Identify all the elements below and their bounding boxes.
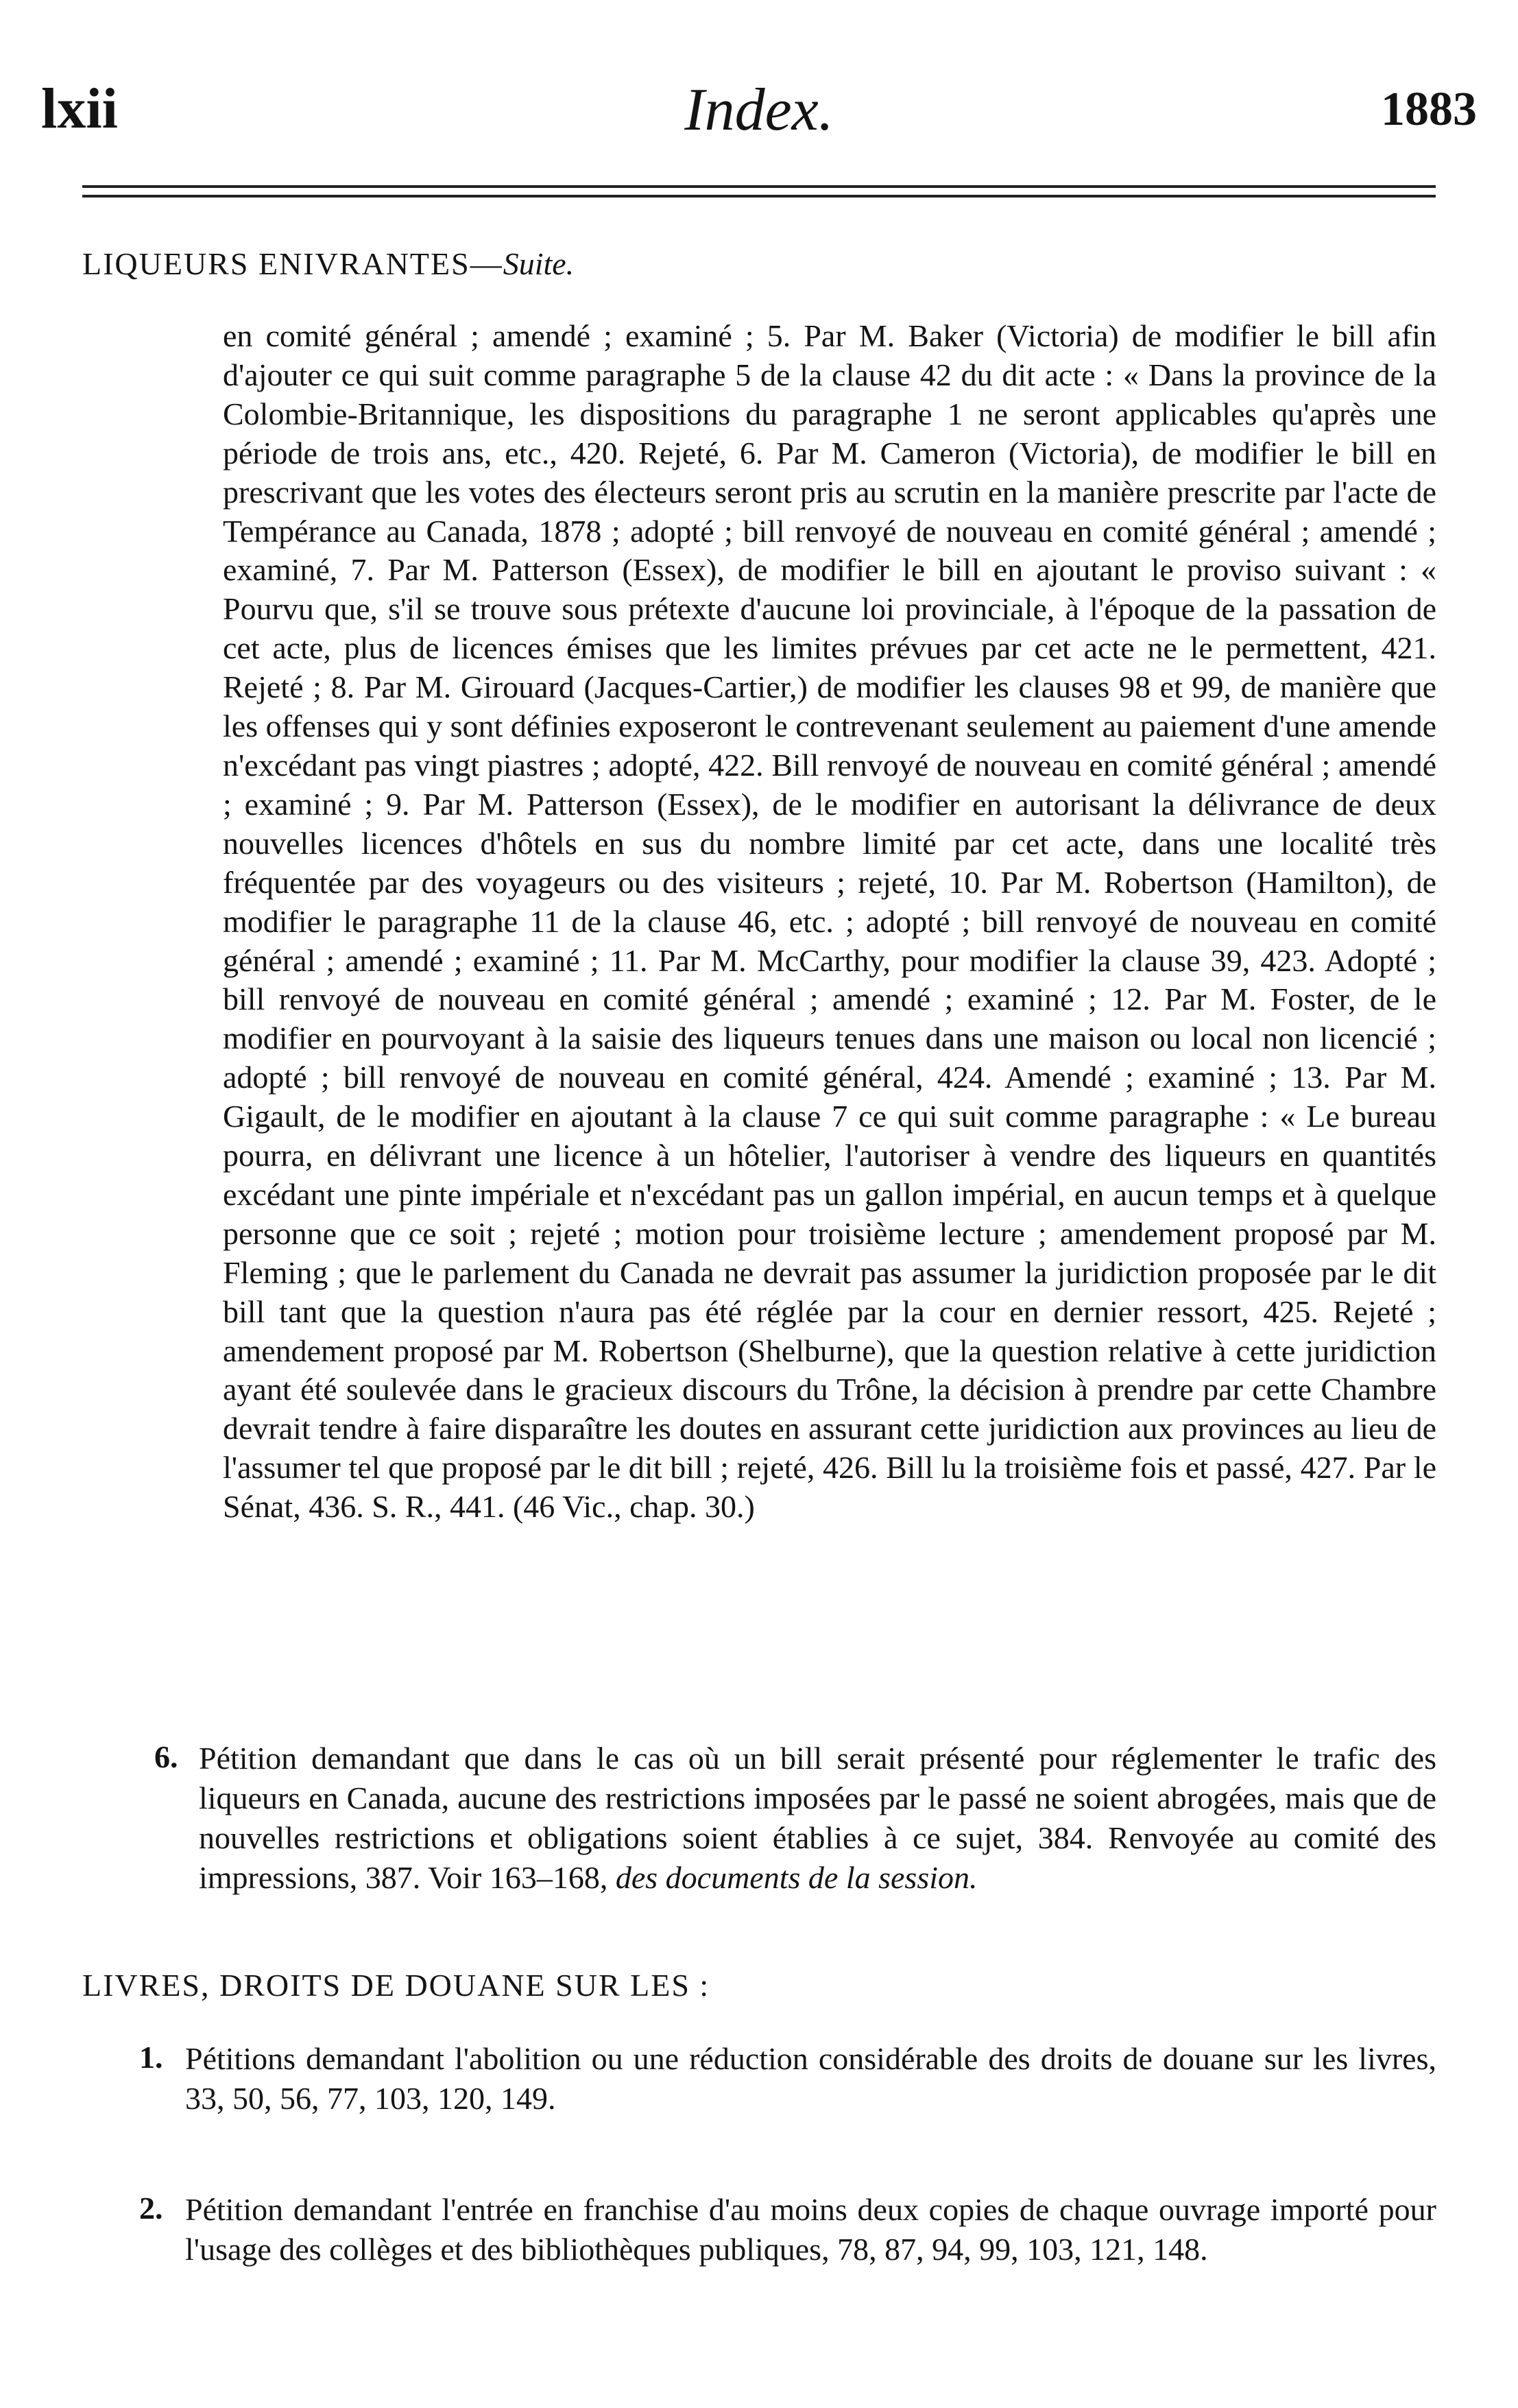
page-number: lxii — [41, 77, 119, 141]
section-heading-livres — [82, 1967, 710, 2003]
header-double-rule — [82, 185, 1436, 204]
list-item-petition-6 — [199, 1739, 1436, 1898]
item-number: 1. — [139, 2040, 163, 2075]
item-text: Pétition demandant que dans le cas où un bill serait présenté pour réglementer le trafic des liqueurs en Canada, aucune des restrictions imposées par le passé ne soient abrogées, mais que de nouvelles restrictions et obligations soient établies à ce sujet, 384. Renvoyée au comité des impressions, 387. Voir 163–168, — [199, 1741, 1436, 1895]
list-item-petition-1: Pétitions demandant l'abolition ou une réduction considérable des droits de douane sur les livres, 33, 50, 56, 77, 103, 120, 149. — [185, 2041, 1436, 2116]
heading-text: LIQUEURS ENIVRANTES— — [82, 246, 503, 281]
rule-top — [82, 185, 1436, 188]
section-heading-liqueurs — [82, 246, 574, 282]
heading-suffix: Suite. — [503, 246, 575, 281]
item-number: 6. — [154, 1739, 178, 1774]
rule-bottom — [82, 195, 1436, 198]
heading-text: LIVRES, DROITS DE DOUANE SUR LES : — [82, 1968, 710, 2003]
page-header — [41, 75, 1477, 151]
page-title: Index. — [684, 77, 834, 143]
item-number: 2. — [139, 2191, 163, 2226]
page-year: 1883 — [1381, 83, 1477, 136]
item-italic-suffix: des documents de la session. — [615, 1860, 978, 1895]
list-item-petition-2: Pétition demandant l'entrée en franchise d'au moins deux copies de chaque ouvrage importé pour l'usage des collèges et des bibliothèques publiques, 78, 87, 94, 99, 103, 121, 148. — [185, 2192, 1436, 2267]
continuation-paragraph: en comité général ; amendé ; examiné ; 5. Par M. Baker (Victoria) de modifier le bill afin d'ajouter ce qui suit comme paragraphe 5 de la clause 42 du dit acte : « Dans la province de la Colombie-Britannique, les dispositions du paragraphe 1 ne seront applicables qu'après une période de trois ans, etc., 420. Rejeté, 6. Par M. Cameron (Victoria), de modifier le bill en prescrivant que les votes des électeurs seront pris au scrutin en la manière prescrite par l'acte de Tempérance au Canada, 1878 ; adopté ; bill renvoyé de nouveau en comité général ; amendé ; examiné, 7. Par M. Patterson (Essex), de modifier le bill en ajoutant le proviso suivant : « Pourvu que, s'il se trouve sous prétexte d'aucune loi provinciale, à l'époque de la passation de cet acte, plus de licences émises que les limites prévues par cet acte ne le permettent, 421. Rejeté ; 8. Par M. Girouard (Jacques-Cartier,) de modifier les clauses 98 et 99, de manière que les offenses qui y sont définies exposeront le contrevenant seulement au paiement d'une amende n'excédant pas vingt piastres ; adopté, 422. Bill renvoyé de nouveau en comité général ; amendé ; examiné ; 9. Par M. Patterson (Essex), de le modifier en autorisant la délivrance de deux nouvelles licences d'hôtels en sus du nombre limité par cet acte, dans une localité très fréquentée par des voyageurs ou des visiteurs ; rejeté, 10. Par M. Robertson (Hamilton), de modifier le paragraphe 11 de la clause 46, etc. ; adopté ; bill renvoyé de nouveau en comité général ; amendé ; examiné ; 11. Par M. McCarthy, pour modifier la clause 39, 423. Adopté ; bill renvoyé de nouveau en comité général ; amendé ; examiné ; 12. Par M. Foster, de le modifier en pourvoyant à la saisie des liqueurs tenues dans une maison ou local non licencié ; adopté ; bill renvoyé de nouveau en comité général, 424. Amendé ; examiné ; 13. Par M. Gigault, de le modifier en ajoutant à la clause 7 ce qui suit comme paragraphe : « Le bureau pourra, en délivrant une licence à un hôtelier, l'autoriser à vendre des liqueurs en quantités excédant une pinte impériale et n'excédant pas un gallon impérial, en aucun temps et à quelque personne que ce soit ; rejeté ; motion pour troisième lecture ; amendement proposé par M. Fleming ; que le parlement du Canada ne devrait pas assumer la juridiction proposée par le dit bill tant que la question n'aura pas été réglée par la cour en dernier ressort, 425. Rejeté ; amendement proposé par M. Robertson (Shelburne), que la question relative à cette juridiction ayant été soulevée dans le gracieux discours du Trône, la décision à prendre par cette Chambre devrait tendre à faire disparaître les doutes en assurant cette juridiction aux provinces au lieu de l'assumer tel que proposé par le dit bill ; rejeté, 426. Bill lu la troisième fois et passé, 427. Par le Sénat, 436. S. R., 441. (46 Vic., chap. 30.) — [223, 318, 1436, 1525]
